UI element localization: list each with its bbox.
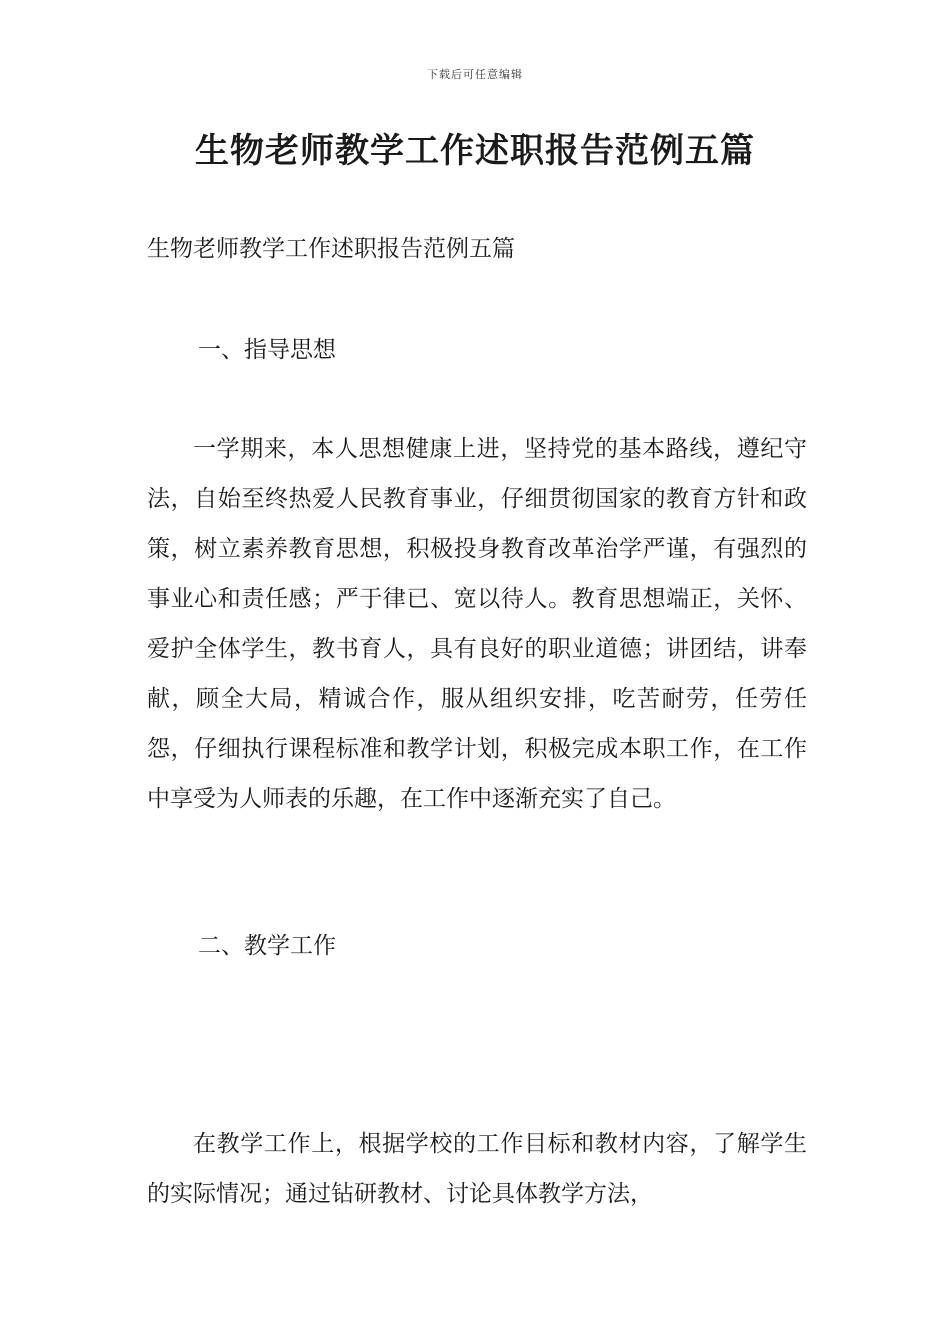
document-title: 生物老师教学工作述职报告范例五篇 [195, 131, 755, 171]
section-paragraph-guiding-thought: 一学期来，本人思想健康上进，坚持党的基本路线，遵纪守法，自始至终热爱人民教育事业，仔细贯彻国家的教育方针和政策，树立素养教育思想，积极投身教育改革治学严谨，有强烈的事业心和责任感；严于律已、宽以待人。教育思想端正，关怀、爱护全体学生，教书育人，具有良好的职业道德；讲团结，讲奉献，顾全大局，精诚合作，服从组织安排，吃苦耐劳，任劳任怨，仔细执行课程标准和教学计划，积极完成本职工作，在工作中享受为人师表的乐趣，在工作中逐渐充实了自己。 [147, 436, 807, 812]
section-paragraph-teaching-work: 在教学工作上，根据学校的工作目标和教材内容，了解学生的实际情况；通过钻研教材、讨论具体教学方法， [147, 1131, 807, 1207]
section-heading-teaching-work: 二、教学工作 [198, 933, 336, 959]
header-note: 下载后可任意编辑 [427, 68, 523, 81]
section-heading-guiding-thought: 一、指导思想 [198, 337, 336, 363]
document-subtitle: 生物老师教学工作述职报告范例五篇 [147, 236, 515, 262]
